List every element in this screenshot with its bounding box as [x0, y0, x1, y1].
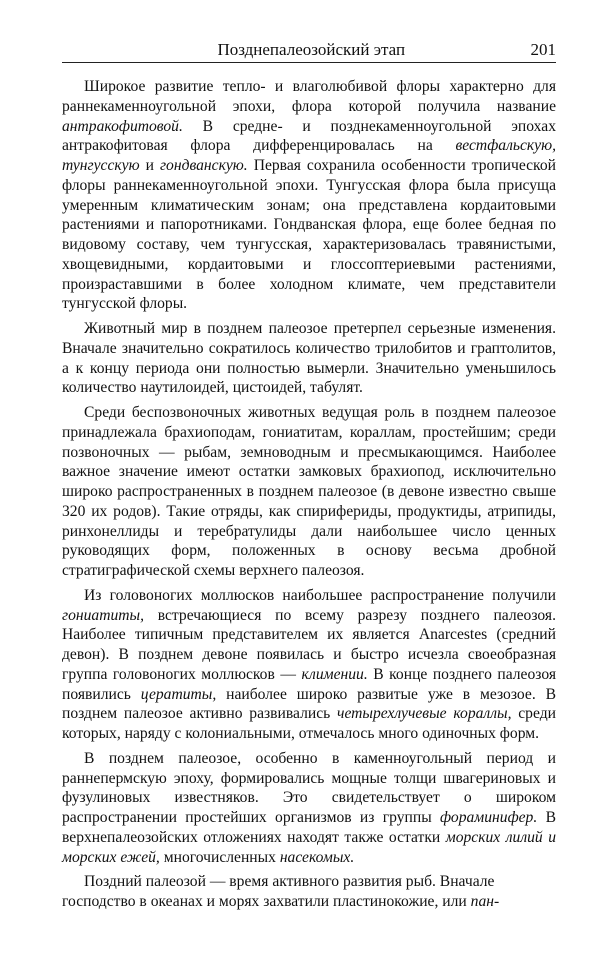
italic-term: пан- [470, 893, 500, 910]
text-run: наиболее широко развитые уже в мезозое. В позднем палеозое активно развивались [62, 685, 556, 723]
italic-term: гониатиты, [62, 606, 144, 624]
text-run: В позднем палеозое, особенно в каменноугольный период и раннепермскую эпоху, формировались мощные толщи швагериновых и фузулиновых известняков. Это свидетельствует о широком распространении простейших организмов из группы [62, 749, 556, 826]
paragraph-limestones [62, 749, 556, 868]
italic-term: климении. [301, 665, 368, 683]
italic-term: антракофитовой. [62, 117, 183, 135]
text-run: многочисленных [159, 848, 280, 866]
text-run: Среди беспозвоночных животных ведущая роль в позднем палеозое принадлежала брахиоподам, гониатитам, кораллам, простейшим; среди позвоночных — рыбам, земноводным и пресмыкающимся. Наиболее важное значение имеют остатки замковых брахиопод, исключительно широко распространенных в позднем палеозое (в девоне известно свыше 320 их родов). Такие отряды, как спирифериды, продуктиды, атрипиды, ринхонеллиды и теребратулиды дали наибольшее число ценных руководящих форм, положенных в основу весьма дробной стратиграфической схемы верхнего палеозоя. [62, 404, 556, 579]
running-head-title: Позднепалеозойский этап [217, 40, 406, 59]
paragraph-invertebrates [62, 403, 556, 581]
italic-term: морских лилий и морских ежей, [62, 828, 557, 866]
body-text [62, 77, 556, 912]
paragraph-fishes [62, 872, 556, 912]
text-run: встречающиеся по всему разрезу позднего палеозоя. Наиболее типичным представителем их является Anarcestes (средний девон). В позднем девоне появилась и быстро исчезла своеобразная группа головоногих моллюсков — [62, 606, 556, 683]
book-page [62, 40, 556, 917]
text-run: Поздний палеозой — время активного развития рыб. Вначале господство в океанах и морях захватили пластинокожие, или [62, 873, 495, 910]
text-run: Первая сохранила особенности тропической флоры раннекаменноугольной эпохи. Тунгусская флора была присуща умеренным климатическим зонам; она представлена кордаитовыми растениями и папоротниками. Гондванская флора, еще более бедная по видовому составу, чем тунгусская, характеризовалась травянистыми, хвощевидными, кордаитовыми и глоссоптериевыми растениями, произраставшими в более холодном климате, чем представители тунгусской флоры. [62, 157, 556, 313]
paragraph-cephalopods [62, 586, 556, 744]
italic-term: фораминифер. [440, 809, 538, 826]
text-run: В верхнепалеозойских отложениях находят также остатки [62, 809, 556, 846]
paragraph-fauna-changes [62, 319, 556, 398]
italic-term: гондванскую. [159, 157, 248, 174]
page-number: 201 [530, 40, 556, 59]
paragraph-flora [62, 77, 556, 314]
text-run: В конце позднего палеозоя появились [62, 665, 557, 703]
italic-term: вестфальскую, тунгусскую [62, 137, 556, 174]
text-run: В средне- и позднекаменноугольной эпохах антракофитовая флора дифференцировалась на [62, 117, 556, 155]
text-run: среди которых, наряду с колониальными, отмечалось много одиночных форм. [62, 705, 556, 742]
italic-term: цератиты, [140, 685, 217, 703]
text-run: Животный мир в позднем палеозое претерпел серьезные изменения. Вначале значительно сократилось количество трилобитов и граптолитов, а к концу периода они полностью вымерли. Значительно уменьшилось количество наутилоидей, цистоидей, табулят. [62, 320, 556, 397]
italic-term: четырехлучевые кораллы, [337, 705, 512, 723]
text-run: Широкое развитие тепло- и влаголюбивой флоры характерно для раннекаменноугольной эпохи, флора которой получила название [62, 78, 556, 115]
text-run: и [139, 157, 160, 174]
text-run: Из головоногих моллюсков наибольшее распространение получили [84, 586, 556, 604]
running-head [62, 40, 556, 63]
italic-term: насекомых. [279, 848, 355, 866]
